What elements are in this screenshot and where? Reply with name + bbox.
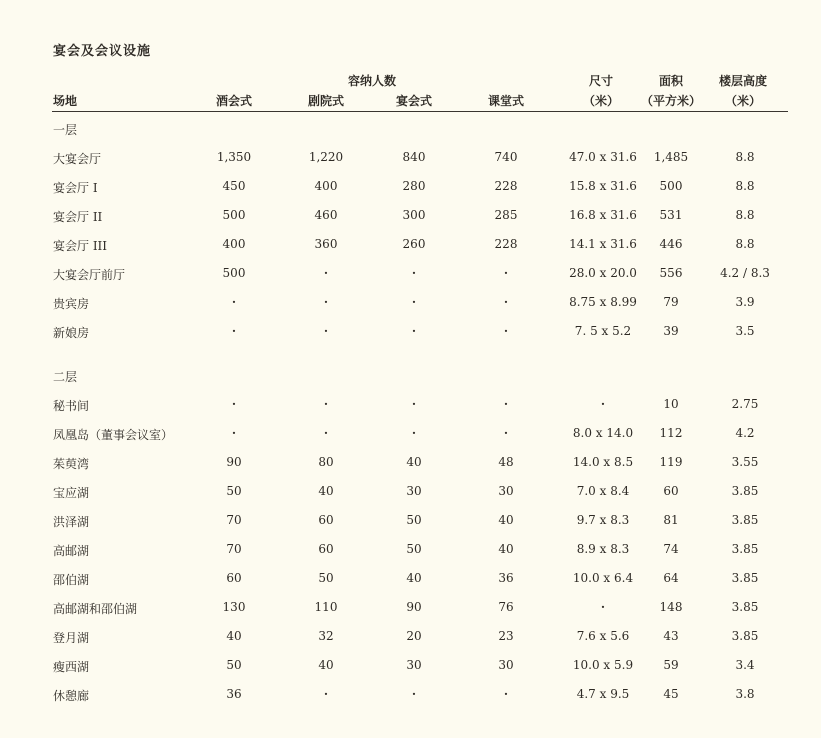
- cell-classroom: 30: [498, 484, 514, 498]
- cell-venue: 新娘房: [53, 326, 90, 340]
- cell-banquet: 40: [406, 571, 422, 585]
- cell-venue: 登月湖: [53, 631, 90, 645]
- cell-size: 8.75 x 8.99: [569, 295, 637, 309]
- section-label: 二层: [53, 370, 78, 384]
- cell-theatre: 460: [314, 208, 338, 222]
- cell-theatre: 400: [314, 179, 338, 193]
- cell-classroom: 23: [498, 629, 514, 643]
- cell-floor-height: 8.8: [735, 179, 755, 193]
- cell-banquet: ·: [411, 687, 417, 701]
- area-header-line2: （平方米）: [640, 94, 702, 108]
- cell-area: 64: [663, 571, 679, 585]
- cell-area: 531: [659, 208, 683, 222]
- cell-floor-height: 8.8: [735, 150, 755, 164]
- cell-cocktail: ·: [231, 397, 237, 411]
- cell-size: 16.8 x 31.6: [569, 208, 637, 222]
- cell-floor-height: 2.75: [731, 397, 759, 411]
- cell-banquet: 50: [406, 542, 422, 556]
- cell-cocktail: 400: [222, 237, 246, 251]
- theatre-header: 剧院式: [307, 94, 345, 108]
- cell-floor-height: 3.9: [735, 295, 755, 309]
- cell-cocktail: 70: [226, 513, 242, 527]
- cell-banquet: ·: [411, 266, 417, 280]
- cell-cocktail: 450: [222, 179, 246, 193]
- cell-banquet: 30: [406, 658, 422, 672]
- cell-classroom: 228: [494, 237, 518, 251]
- cell-venue: 宴会厅 III: [53, 239, 108, 253]
- cell-banquet: 50: [406, 513, 422, 527]
- cell-floor-height: 3.85: [731, 571, 759, 585]
- cell-size: 8.0 x 14.0: [572, 426, 634, 440]
- banquet-header: 宴会式: [395, 94, 433, 108]
- cell-area: 43: [663, 629, 679, 643]
- cell-classroom: 30: [498, 658, 514, 672]
- cell-theatre: 40: [318, 658, 334, 672]
- cell-floor-height: 3.4: [735, 658, 755, 672]
- cell-theatre: 60: [318, 513, 334, 527]
- cell-floor-height: 8.8: [735, 208, 755, 222]
- cell-classroom: ·: [503, 397, 509, 411]
- cell-floor-height: 3.85: [731, 542, 759, 556]
- cell-area: 59: [663, 658, 679, 672]
- cell-theatre: ·: [323, 324, 329, 338]
- cell-theatre: ·: [323, 426, 329, 440]
- cell-cocktail: 40: [226, 629, 242, 643]
- cell-size: 7.0 x 8.4: [576, 484, 630, 498]
- page-title: 宴会及会议设施: [53, 44, 152, 59]
- cell-venue: 茱萸湾: [53, 457, 90, 471]
- cell-size: 9.7 x 8.3: [576, 513, 630, 527]
- cell-banquet: 300: [402, 208, 426, 222]
- cell-banquet: ·: [411, 295, 417, 309]
- cell-venue: 宴会厅 I: [53, 181, 98, 195]
- cell-size: ·: [600, 600, 606, 614]
- cell-classroom: ·: [503, 426, 509, 440]
- cell-floor-height: 3.85: [731, 513, 759, 527]
- cell-area: 556: [659, 266, 683, 280]
- cell-floor-height: 3.55: [731, 455, 759, 469]
- cell-classroom: ·: [503, 687, 509, 701]
- cell-size: 7.6 x 5.6: [576, 629, 630, 643]
- cell-size: 14.1 x 31.6: [569, 237, 637, 251]
- cell-floor-height: 3.8: [735, 687, 755, 701]
- cell-area: 39: [663, 324, 679, 338]
- cell-theatre: ·: [323, 266, 329, 280]
- cell-floor-height: 3.85: [731, 600, 759, 614]
- cell-area: 112: [659, 426, 683, 440]
- cell-venue: 大宴会厅前厅: [53, 268, 126, 282]
- cell-banquet: 40: [406, 455, 422, 469]
- cell-venue: 高邮湖: [53, 544, 90, 558]
- cell-area: 79: [663, 295, 679, 309]
- cell-classroom: 40: [498, 513, 514, 527]
- cell-classroom: 285: [494, 208, 518, 222]
- cell-floor-height: 4.2 / 8.3: [720, 266, 770, 280]
- cell-floor-height: 3.85: [731, 629, 759, 643]
- area-header-line1: 面积: [658, 74, 684, 88]
- cell-size: 47.0 x 31.6: [569, 150, 637, 164]
- cell-theatre: ·: [323, 295, 329, 309]
- cell-theatre: 50: [318, 571, 334, 585]
- cell-cocktail: 50: [226, 484, 242, 498]
- cell-cocktail: 500: [222, 266, 246, 280]
- cell-banquet: 260: [402, 237, 426, 251]
- cell-size: 10.0 x 6.4: [572, 571, 634, 585]
- cell-cocktail: 36: [226, 687, 242, 701]
- cell-classroom: 76: [498, 600, 514, 614]
- cell-floor-height: 3.85: [731, 484, 759, 498]
- cell-area: 500: [659, 179, 683, 193]
- cell-classroom: ·: [503, 295, 509, 309]
- cell-theatre: 80: [318, 455, 334, 469]
- cell-venue: 贵宾房: [53, 297, 90, 311]
- cell-venue: 休憩廊: [53, 689, 90, 703]
- height-header-line1: 楼层高度: [718, 74, 768, 88]
- cell-theatre: ·: [323, 397, 329, 411]
- cell-size: 15.8 x 31.6: [569, 179, 637, 193]
- size-header-line2: （米）: [582, 94, 620, 108]
- cell-venue: 瘦西湖: [53, 660, 90, 674]
- cell-size: 7. 5 x 5.2: [574, 324, 632, 338]
- cell-venue: 秘书间: [53, 399, 90, 413]
- cell-theatre: ·: [323, 687, 329, 701]
- cell-cocktail: ·: [231, 324, 237, 338]
- cell-theatre: 32: [318, 629, 334, 643]
- cell-theatre: 40: [318, 484, 334, 498]
- cell-area: 10: [663, 397, 679, 411]
- cell-cocktail: ·: [231, 295, 237, 309]
- cell-size: ·: [600, 397, 606, 411]
- cell-cocktail: 500: [222, 208, 246, 222]
- cell-banquet: 840: [402, 150, 426, 164]
- cell-classroom: 740: [494, 150, 518, 164]
- cell-banquet: 30: [406, 484, 422, 498]
- cell-area: 45: [663, 687, 679, 701]
- section-label: 一层: [53, 123, 78, 137]
- cell-theatre: 110: [314, 600, 338, 614]
- cell-area: 74: [663, 542, 679, 556]
- cell-floor-height: 4.2: [735, 426, 755, 440]
- cell-cocktail: ·: [231, 426, 237, 440]
- cell-size: 4.7 x 9.5: [576, 687, 630, 701]
- venue-header: 场地: [53, 94, 78, 108]
- height-header-line2: （米）: [724, 94, 762, 108]
- cell-classroom: ·: [503, 266, 509, 280]
- cell-cocktail: 70: [226, 542, 242, 556]
- cell-venue: 大宴会厅: [53, 152, 102, 166]
- cell-cocktail: 50: [226, 658, 242, 672]
- cell-area: 119: [659, 455, 683, 469]
- cell-banquet: ·: [411, 324, 417, 338]
- cell-area: 148: [659, 600, 683, 614]
- cell-floor-height: 3.5: [735, 324, 755, 338]
- cell-venue: 邵伯湖: [53, 573, 90, 587]
- cell-cocktail: 1,350: [216, 150, 252, 164]
- cell-classroom: 40: [498, 542, 514, 556]
- capacity-group-header: 容纳人数: [347, 74, 397, 88]
- cell-area: 60: [663, 484, 679, 498]
- cell-banquet: 20: [406, 629, 422, 643]
- cell-classroom: 36: [498, 571, 514, 585]
- cell-banquet: ·: [411, 397, 417, 411]
- size-header-line1: 尺寸: [588, 74, 614, 88]
- cell-area: 446: [659, 237, 683, 251]
- cell-venue: 洪泽湖: [53, 515, 90, 529]
- cell-size: 10.0 x 5.9: [572, 658, 634, 672]
- cell-floor-height: 8.8: [735, 237, 755, 251]
- cell-venue: 宴会厅 II: [53, 210, 103, 224]
- cell-classroom: 228: [494, 179, 518, 193]
- cell-size: 14.0 x 8.5: [572, 455, 634, 469]
- cell-cocktail: 90: [226, 455, 242, 469]
- cell-area: 81: [663, 513, 679, 527]
- cell-venue: 宝应湖: [53, 486, 90, 500]
- cocktail-header: 酒会式: [215, 94, 253, 108]
- cell-theatre: 60: [318, 542, 334, 556]
- cell-area: 1,485: [653, 150, 689, 164]
- cell-size: 28.0 x 20.0: [569, 266, 637, 280]
- cell-venue: 高邮湖和邵伯湖: [53, 602, 138, 616]
- cell-banquet: 90: [406, 600, 422, 614]
- cell-venue: 凤凰岛（董事会议室）: [53, 428, 174, 442]
- cell-theatre: 1,220: [308, 150, 344, 164]
- classroom-header: 课堂式: [487, 94, 525, 108]
- cell-classroom: 48: [498, 455, 514, 469]
- cell-classroom: ·: [503, 324, 509, 338]
- cell-cocktail: 130: [222, 600, 246, 614]
- cell-theatre: 360: [314, 237, 338, 251]
- cell-banquet: ·: [411, 426, 417, 440]
- cell-cocktail: 60: [226, 571, 242, 585]
- cell-banquet: 280: [402, 179, 426, 193]
- header-divider: [52, 111, 788, 112]
- cell-size: 8.9 x 8.3: [576, 542, 630, 556]
